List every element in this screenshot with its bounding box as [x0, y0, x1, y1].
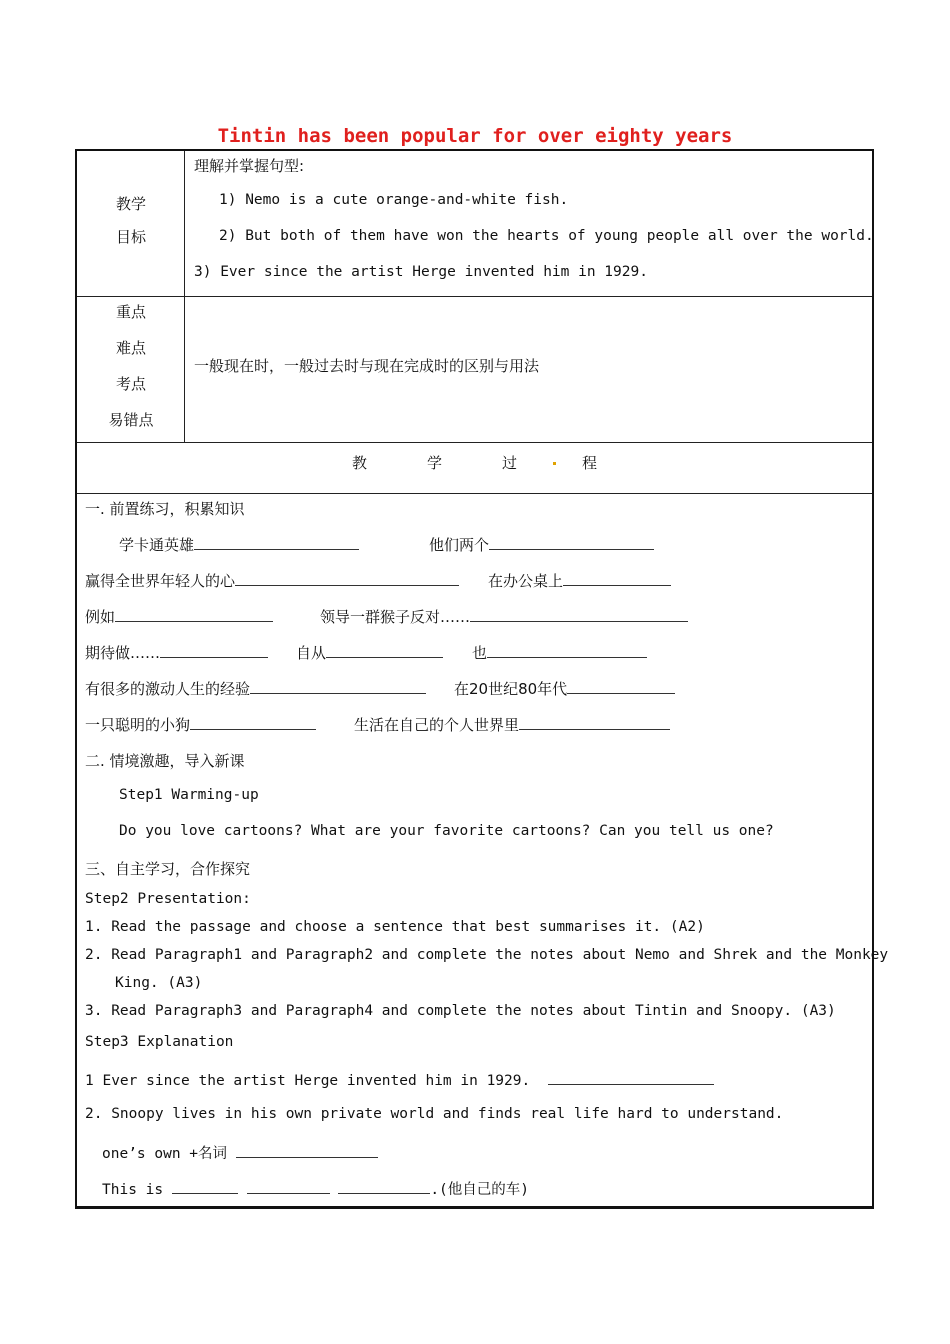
task-item: King. (A3)	[115, 975, 203, 991]
answer-blank[interactable]	[487, 643, 647, 658]
page-title: Tintin has been popular for over eighty years	[217, 125, 733, 147]
row-divider	[77, 296, 872, 297]
answer-blank[interactable]	[247, 1179, 330, 1194]
answer-blank[interactable]	[194, 535, 359, 550]
step1-label: Step1 Warming-up	[119, 787, 259, 803]
explanation-line: 2. Snoopy lives in his own private world and finds real life hard to understand.	[85, 1106, 784, 1122]
exercise-line: 一只聪明的小狗	[85, 714, 316, 735]
answer-blank[interactable]	[489, 535, 654, 550]
task-item: 2. Read Paragraph1 and Paragraph2 and complete the notes about Nemo and Shrek and the Monkey	[85, 947, 889, 963]
exercise-line: 期待做……	[85, 642, 268, 663]
answer-blank[interactable]	[548, 1070, 714, 1085]
process-char: 学	[426, 454, 442, 472]
exercise-line: 也	[472, 642, 647, 663]
exercise-line: 学卡通英雄	[119, 534, 359, 555]
answer-blank[interactable]	[235, 571, 459, 586]
step2-label: Step2 Presentation:	[85, 891, 251, 907]
this-is-line: This is .(他自己的车)	[102, 1178, 529, 1199]
section2-heading: 二. 情境激趣，导入新课	[85, 752, 245, 770]
exercise-line: 赢得全世界年轻人的心	[85, 570, 459, 591]
process-header	[77, 452, 872, 473]
exercise-line: 他们两个	[429, 534, 654, 555]
answer-blank[interactable]	[190, 715, 316, 730]
exercise-line: 领导一群猴子反对……	[320, 606, 688, 627]
answer-blank[interactable]	[519, 715, 670, 730]
objectives-heading: 理解并掌握句型:	[194, 157, 305, 175]
exercise-line: 有很多的激动人生的经验	[85, 678, 426, 699]
objective-item: 1) Nemo is a cute orange-and-white fish.	[219, 192, 569, 208]
exercise-line: 在办公桌上	[488, 570, 671, 591]
answer-blank[interactable]	[250, 679, 426, 694]
process-char: 程	[582, 454, 598, 472]
answer-blank[interactable]	[115, 607, 273, 622]
key-label-error: 易错点	[108, 411, 154, 429]
explanation-line: 1 Ever since the artist Herge invented him in 1929.	[85, 1070, 714, 1089]
key-label-important: 重点	[115, 303, 146, 321]
row-divider	[77, 493, 872, 494]
lesson-table	[75, 149, 889, 1209]
process-char: 过	[502, 454, 518, 472]
exercise-line: 在20世纪80年代	[454, 678, 675, 699]
exercise-line: 自从	[296, 642, 443, 663]
objectives-label-1: 教学	[115, 195, 146, 213]
objectives-label-2: 目标	[115, 228, 146, 246]
step3-label: Step3 Explanation	[85, 1034, 234, 1050]
objective-item: 2) But both of them have won the hearts of young people all over the world.	[219, 228, 874, 244]
key-label-difficult: 难点	[115, 339, 146, 357]
section1-heading: 一. 前置练习，积累知识	[85, 500, 245, 518]
exercise-line: 例如	[85, 606, 273, 627]
warmup-question: Do you love cartoons? What are your favorite cartoons? Can you tell us one?	[119, 823, 774, 839]
dot-mark	[553, 462, 556, 465]
answer-blank[interactable]	[160, 643, 268, 658]
answer-blank[interactable]	[563, 571, 671, 586]
task-item: 3. Read Paragraph3 and Paragraph4 and complete the notes about Tintin and Snoopy. (A3)	[85, 1003, 836, 1019]
answer-blank[interactable]	[470, 607, 688, 622]
own-phrase-line: one’s own +名词	[102, 1142, 378, 1163]
answer-blank[interactable]	[326, 643, 443, 658]
section3-heading: 三、自主学习，合作探究	[85, 860, 251, 878]
answer-blank[interactable]	[172, 1179, 238, 1194]
answer-blank[interactable]	[567, 679, 675, 694]
objective-item: 3) Ever since the artist Herge invented him in 1929.	[194, 264, 648, 280]
answer-blank[interactable]	[338, 1179, 430, 1194]
process-char: 教	[351, 454, 367, 472]
exercise-line: 生活在自己的个人世界里	[354, 714, 670, 735]
key-label-exam: 考点	[115, 375, 146, 393]
row-divider	[77, 442, 872, 443]
answer-blank[interactable]	[236, 1143, 378, 1158]
task-item: 1. Read the passage and choose a sentence that best summarises it. (A2)	[85, 919, 705, 935]
key-points-content: 一般现在时，一般过去时与现在完成时的区别与用法	[194, 357, 540, 375]
